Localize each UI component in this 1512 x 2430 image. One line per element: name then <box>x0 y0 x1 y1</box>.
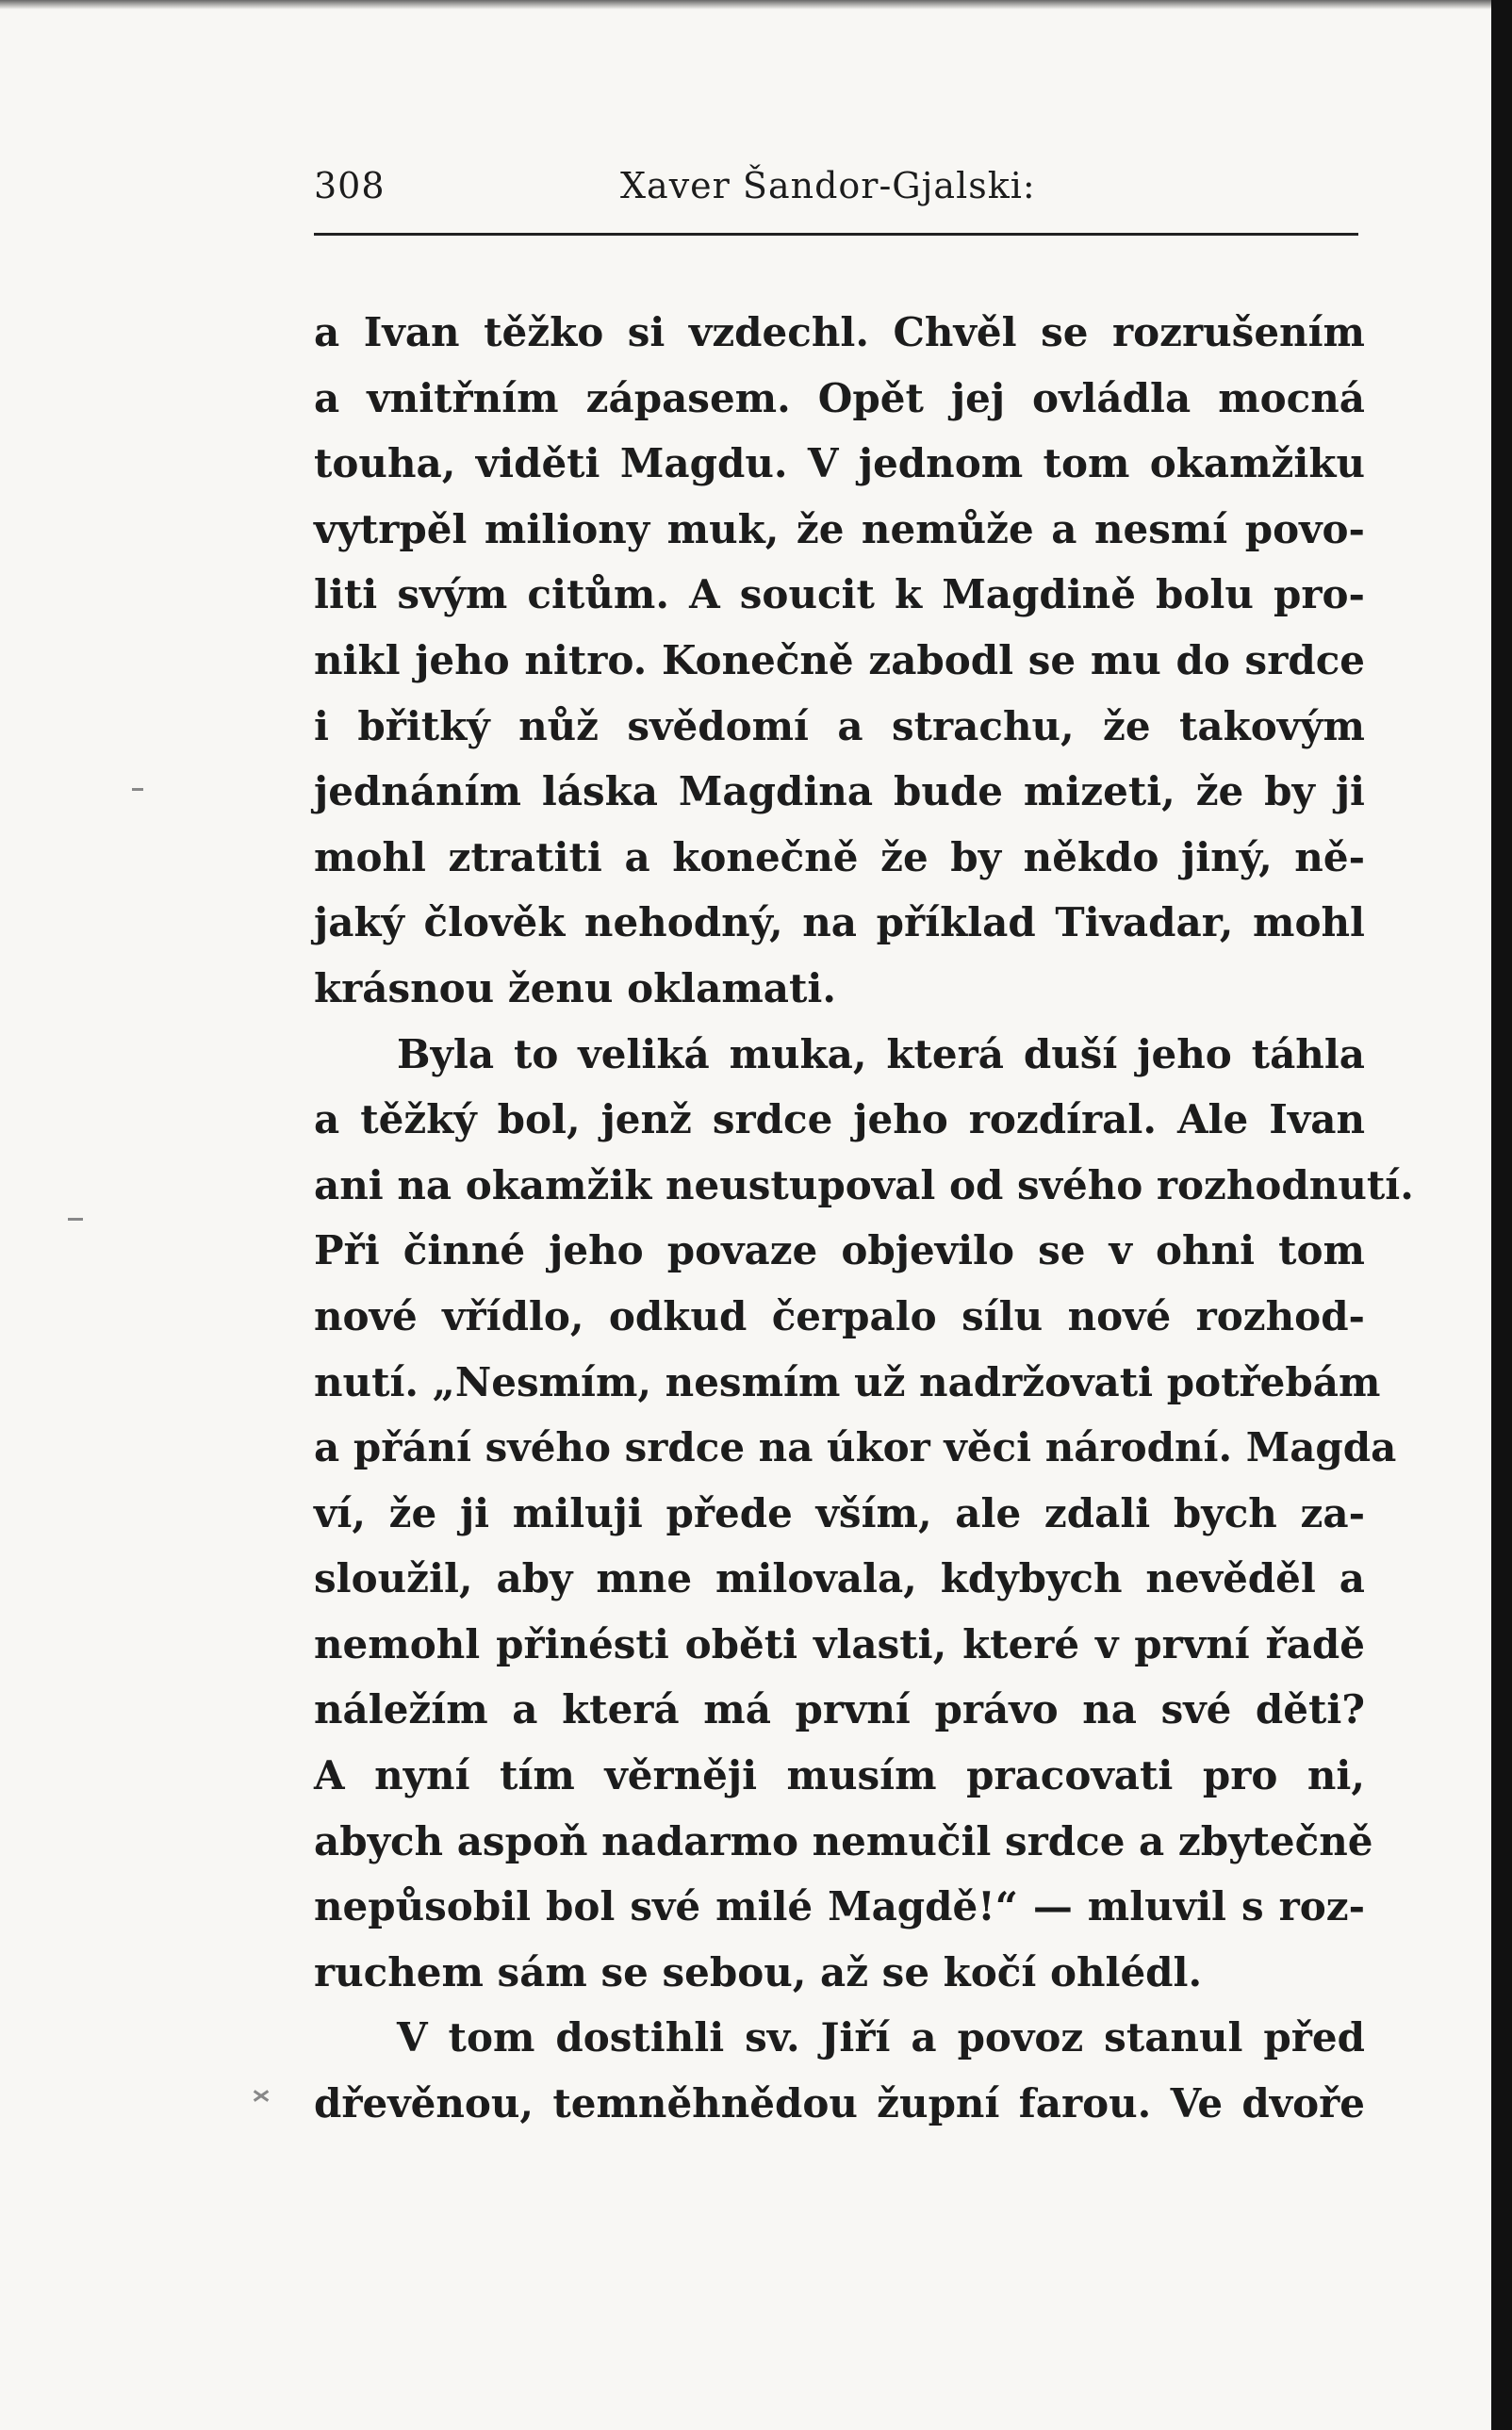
scan-edge-right <box>1491 0 1512 2430</box>
text-line: náležím a která má první právo na své děti? <box>314 1686 1365 1733</box>
text-line: mohl ztratiti a konečně že by někdo jiný, ně- <box>314 833 1365 880</box>
header-rule <box>314 233 1358 236</box>
text-line: dřevěnou, temněhnědou župní farou. Ve dvoře <box>314 2080 1365 2127</box>
body-text <box>314 300 1414 2137</box>
scan-edge-top <box>0 0 1512 9</box>
text-line: abych aspoň nadarmo nemučil srdce a zbytečně <box>314 1817 1373 1864</box>
text-line: ví, že ji miluji přede vším, ale zdali bych za- <box>314 1489 1365 1536</box>
text-line: nikl jeho nitro. Konečně zabodl se mu do srdce <box>314 636 1365 683</box>
text-line: touha, viděti Magdu. V jednom tom okamžiku <box>314 440 1365 487</box>
text-line: jednáním láska Magdina bude mizeti, že by ji <box>314 768 1365 815</box>
text-line: liti svým citům. A soucit k Magdině bolu pro- <box>314 571 1365 618</box>
text-line: nutí. „Nesmím, nesmím už nadržovati potřebám <box>314 1358 1381 1405</box>
text-line: jaký člověk nehodný, na příklad Tivadar, mohl <box>314 899 1365 946</box>
text-line: a vnitřním zápasem. Opět jej ovládla mocná <box>314 374 1365 421</box>
page-number: 308 <box>314 165 386 206</box>
text-line: V tom dostihli sv. Jiří a povoz stanul před <box>397 2014 1365 2061</box>
text-line: vytrpěl miliony muk, že nemůže a nesmí povo- <box>314 505 1365 552</box>
text-line: a Ivan těžko si vzdechl. Chvěl se rozrušením <box>314 309 1365 355</box>
text-line: nepůsobil bol své milé Magdě!“ — mluvil s roz- <box>314 1883 1365 1930</box>
text-line: a těžký bol, jenž srdce jeho rozdíral. Ale Ivan <box>314 1096 1365 1143</box>
text-line: ani na okamžik neustupoval od svého rozhodnutí. <box>314 1161 1414 1208</box>
margin-mark <box>68 1218 83 1221</box>
page-header <box>314 165 1358 222</box>
text-line: i břitký nůž svědomí a strachu, že takovým <box>314 702 1365 749</box>
text-line: nové vřídlo, odkud čerpalo sílu nové rozhod- <box>314 1292 1365 1339</box>
text-line: nemohl přinésti oběti vlasti, které v první řadě <box>314 1620 1365 1667</box>
text-line: Při činné jeho povaze objevilo se v ohni tom <box>314 1227 1365 1274</box>
text-line: ruchem sám se sebou, až se kočí ohlédl. <box>314 1948 1203 1995</box>
text-line: A nyní tím věrněji musím pracovati pro ni, <box>314 1752 1365 1799</box>
text-line: Byla to veliká muka, která duší jeho táhla <box>397 1030 1365 1077</box>
margin-mark <box>132 788 143 791</box>
running-head: Xaver Šandor-Gjalski: <box>620 165 1036 206</box>
text-line: krásnou ženu oklamati. <box>314 964 836 1011</box>
text-line: a přání svého srdce na úkor věci národní. Magda <box>314 1424 1397 1471</box>
text-line: sloužil, aby mne milovala, kdybych nevěděl a <box>314 1555 1365 1602</box>
